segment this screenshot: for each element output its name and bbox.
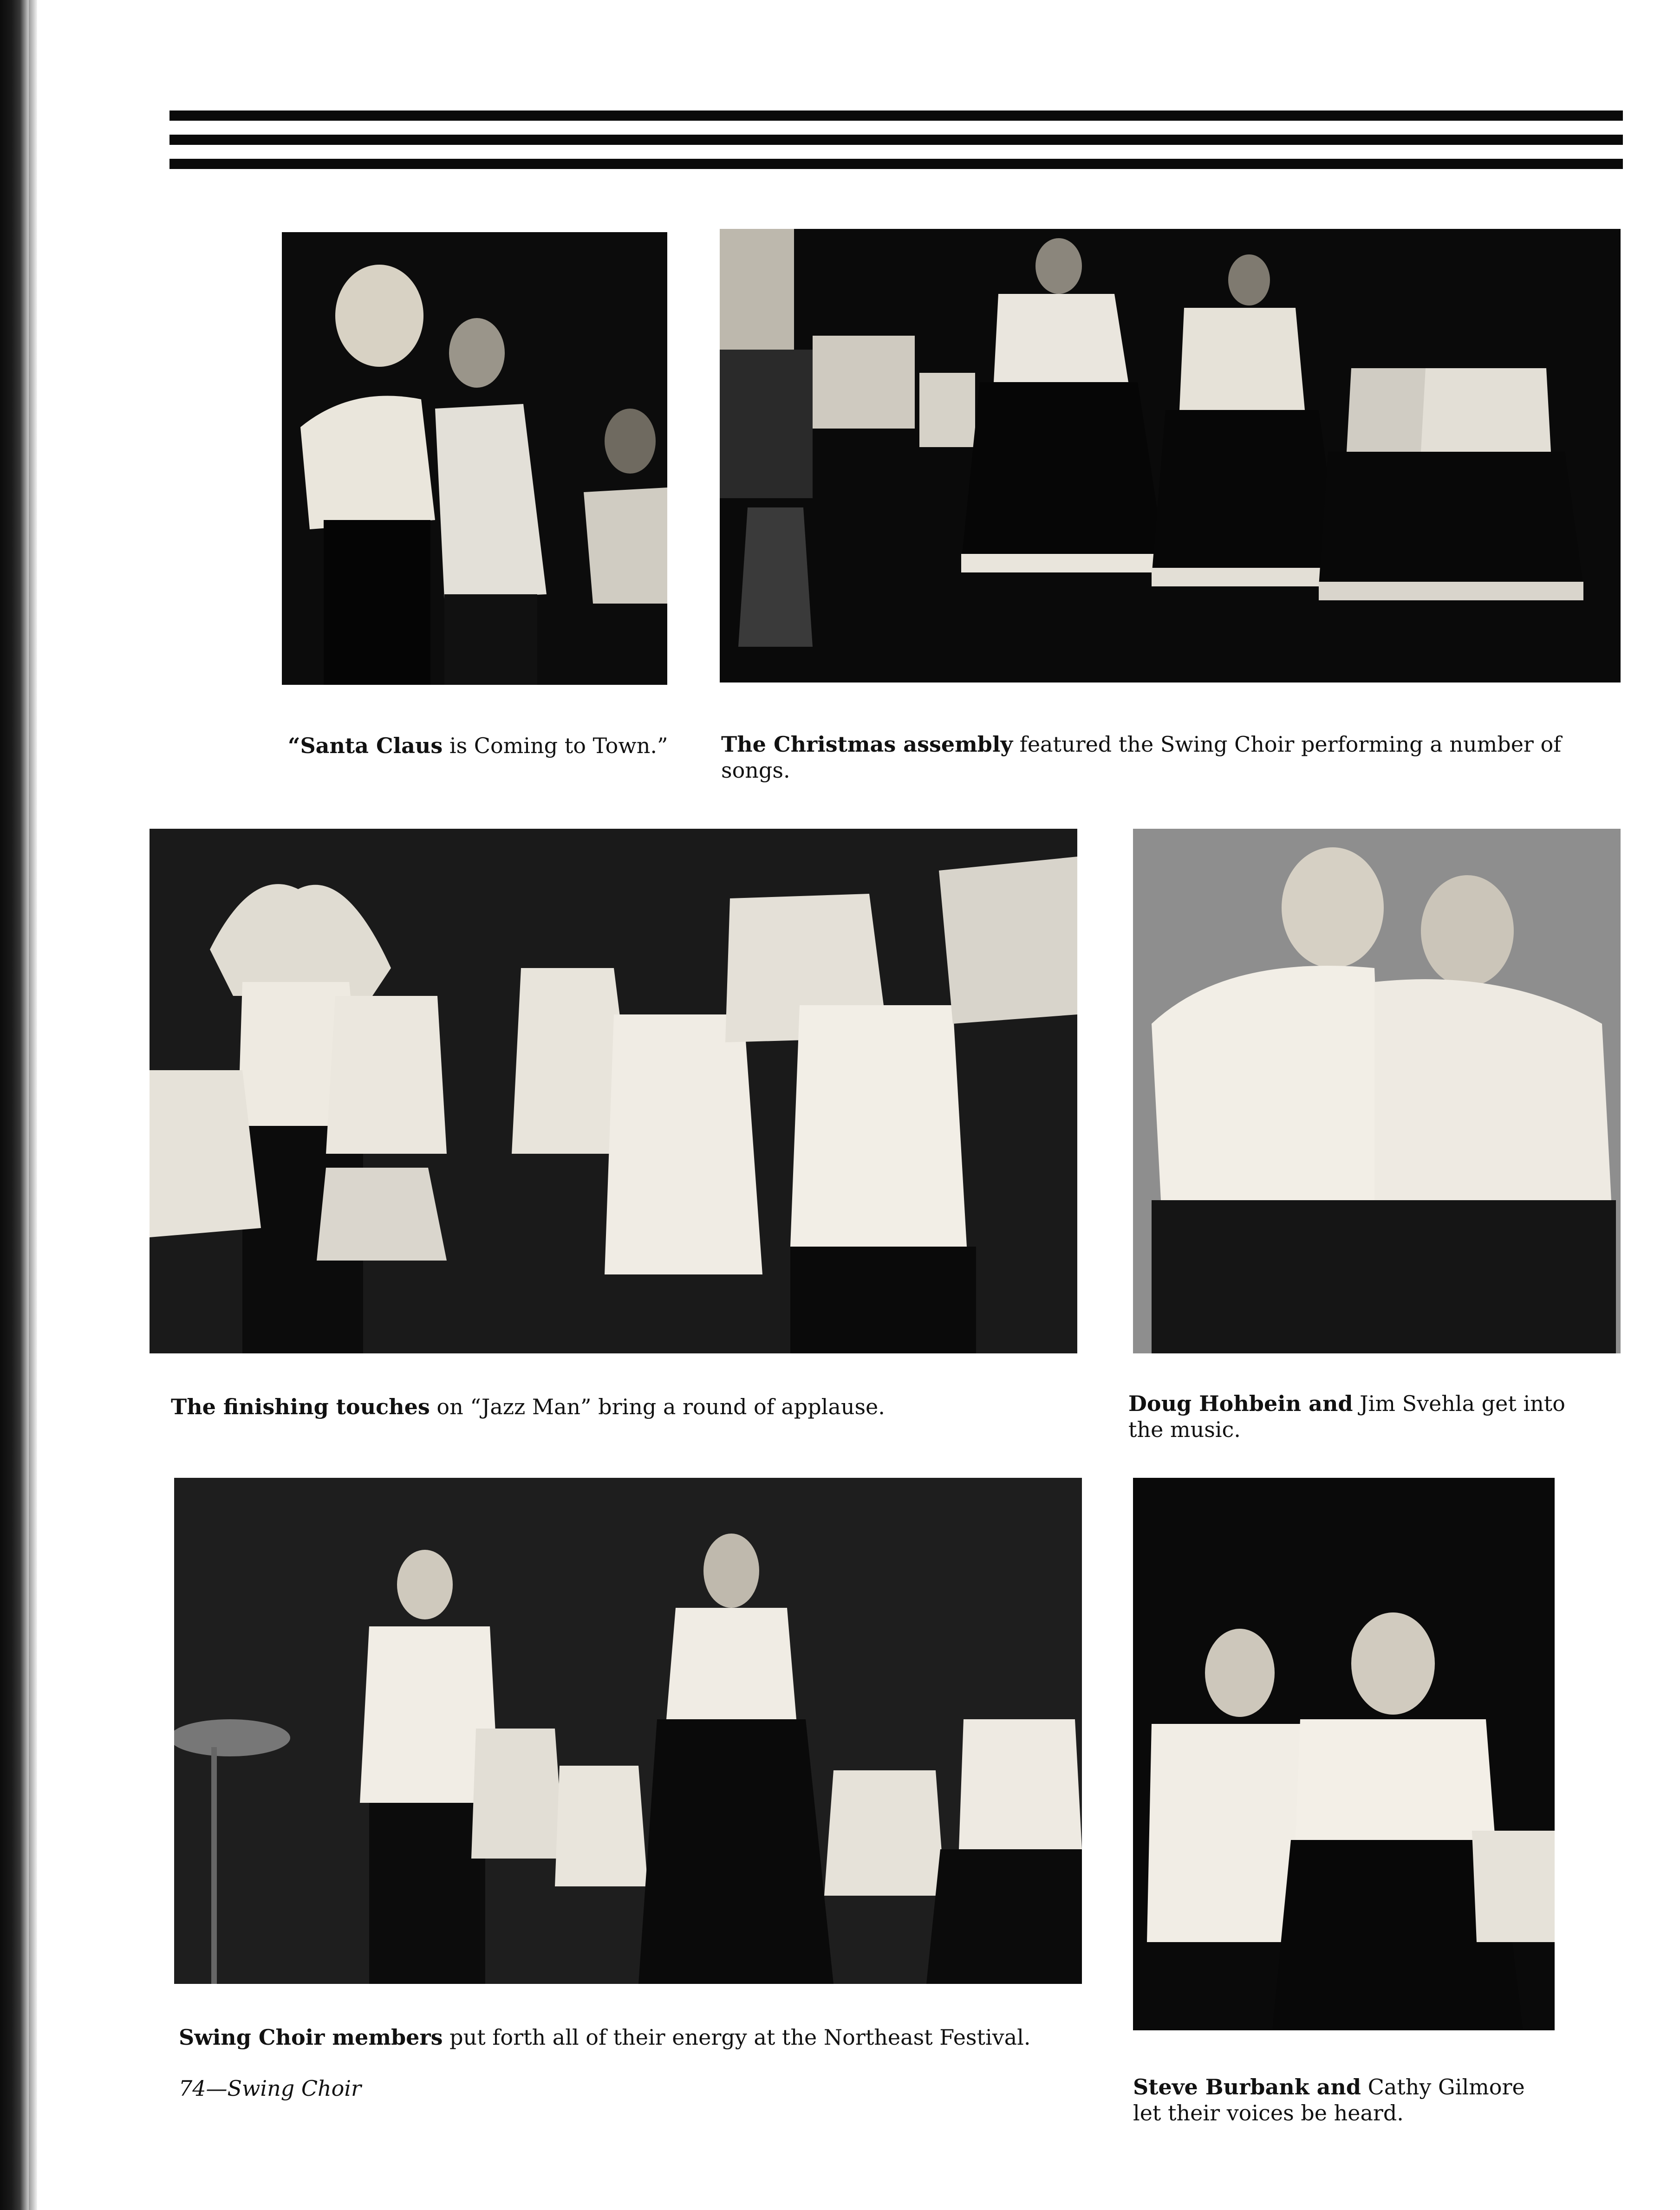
caption-christmas-rest: featured the Swing Choir performing a number of songs. [721,732,1562,783]
book-binding [0,0,29,2210]
photo-christmas-assembly [720,229,1621,682]
photo-finishing-touches [150,829,1077,1353]
caption-santa-claus [288,733,687,759]
caption-doug-and-jim [1128,1391,1597,1443]
caption-doug-rest: Jim Svehla get into the music. [1128,1391,1565,1442]
caption-steve-bold: Steve Burbank and [1133,2074,1361,2100]
caption-swing-bold: Swing Choir members [179,2025,443,2050]
caption-swing-choir-members [179,2024,1098,2050]
page-folio: 74—Swing Choir [179,2076,362,2101]
header-rule-3 [169,159,1623,169]
photo-doug-and-jim [1133,829,1621,1353]
header-rule-1 [169,110,1623,121]
caption-finishing-touches [171,1394,1081,1420]
caption-steve-and-cathy [1133,2074,1551,2126]
caption-finishing-bold: The finishing touches [171,1394,430,1419]
photo-swing-choir-members [174,1478,1082,1984]
page-edge [29,0,37,2210]
caption-santa-bold: “Santa Claus [288,733,443,758]
caption-finishing-rest: on “Jazz Man” bring a round of applause. [430,1394,885,1419]
header-rule-2 [169,135,1623,145]
photo-steve-and-cathy [1133,1478,1555,2030]
caption-swing-rest: put forth all of their energy at the Northeast Festival. [443,2025,1031,2050]
caption-christmas-bold: The Christmas assembly [721,732,1013,757]
caption-santa-rest: is Coming to Town.” [443,733,668,758]
caption-christmas-assembly [721,731,1622,783]
caption-doug-bold: Doug Hohbein and [1128,1391,1353,1416]
photo-santa-claus [282,232,667,685]
caption-steve-rest: Cathy Gilmore let their voices be heard. [1133,2074,1525,2126]
